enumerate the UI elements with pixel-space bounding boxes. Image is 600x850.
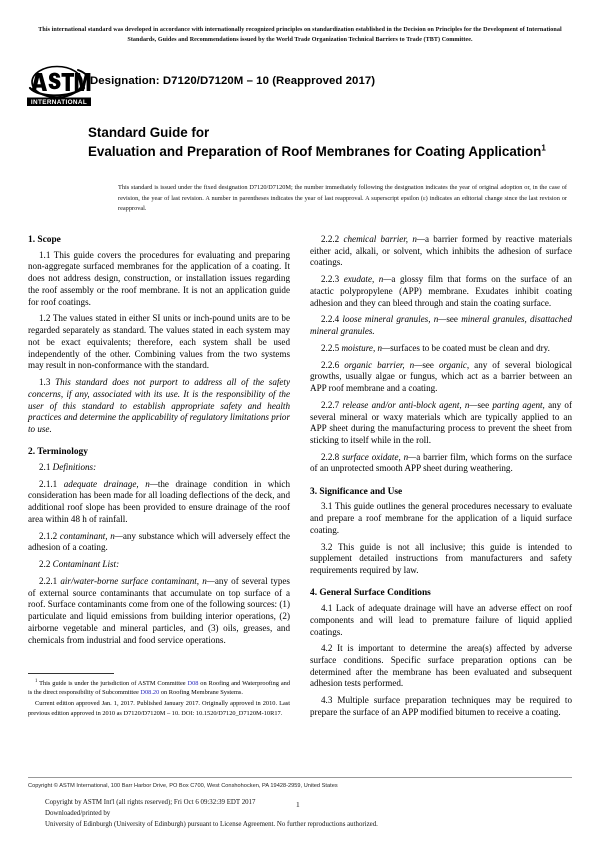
para-text: Lack of adequate drainage will have an adverse effect on roof components and will lead to premature failure of liquid applied coatings. [310, 603, 572, 637]
para-term: loose mineral granules, n— [342, 314, 447, 325]
para-text: any substance which will adversely effect the adhesion of a coating. [28, 530, 290, 553]
paragraph-3-2 [310, 542, 572, 577]
footer-divider [28, 777, 572, 778]
para-number: 2.1.1 [39, 478, 58, 489]
title-line-standard-guide-for: Standard Guide for [88, 125, 210, 140]
astm-international-logo [26, 64, 92, 108]
paragraph-2-1-1 [28, 479, 290, 526]
footnote-marker: 1 [35, 678, 38, 684]
para-number: 2.2.6 [321, 359, 340, 370]
para-text: This standard does not purport to address all of the safety concerns, if any, associated with its use. It is the responsibility of the user of this standard to establish appropriate safety and health practices and determine the applicability of regulatory limitations prior to use. [28, 377, 290, 434]
page-number: 1 [296, 800, 300, 809]
para-text: This guide is not all inclusive; this guide is intended to supplement detailed instructions from manufacturers and safety requirements required by law. [310, 541, 572, 576]
paragraph-2-2-5 [310, 343, 572, 355]
para-number: 2.2.2 [321, 234, 340, 244]
para-term: moisture, n— [341, 342, 391, 353]
right-column [310, 234, 572, 719]
para-number: 4.3 [321, 695, 333, 706]
para-number: 1.3 [39, 377, 51, 388]
para-number: 2.2.4 [321, 314, 340, 325]
paragraph-3-1 [310, 501, 572, 536]
footnote-block [28, 673, 290, 718]
para-text: The values stated in either SI units or inch-pound units are to be regarded separately as standard. The values stated in each system may not be exact equivalents; therefore, each system shall be used independently of the other. Combining values from the two systems may result in non-conformance with the standard. [28, 313, 290, 371]
designation-row [26, 64, 566, 110]
para-number: 2.2.1 [39, 575, 58, 586]
footnote-text-post: on Roofing Membrane Systems. [159, 688, 243, 696]
para-text: see organic, any of several biological growths, usually algae or fungus, which act as a barrier between an APP roof membrane and a coating. [310, 359, 572, 394]
para-text: the drainage condition in which consideration has been made for all loading deflections of the deck, and additional roof slope has been provided to ensure drainage of the roof area within 48 h of rainfall. [28, 478, 290, 524]
section-heading-significance-and-use: 3. Significance and Use [310, 486, 403, 497]
para-text: This guide outlines the general procedures necessary to evaluate and prepare a roof membrane for the application of a liquid surface coating. [310, 501, 573, 535]
para-term: contaminant, n— [59, 530, 123, 541]
paragraph-2-2 [28, 559, 290, 571]
svg-text:INTERNATIONAL: INTERNATIONAL [30, 99, 88, 106]
para-text: see mineral granules, disattached mineral granules. [310, 314, 572, 337]
section-heading-terminology: 2. Terminology [28, 447, 88, 458]
para-term: exudate, n— [343, 274, 392, 285]
paragraph-4-3 [310, 695, 572, 718]
paragraph-1-1 [28, 250, 290, 309]
para-number: 3.2 [321, 541, 333, 552]
para-term: surface oxidate, n— [342, 451, 417, 462]
footnote-edition-info: Current edition approved Jan. 1, 2017. Published January 2017. Originally approved in 2010. Last previous edition approved in 2010 as D7120/D7120M – 10. DOI: 10.1520/D7120_D7120M-10R17. [28, 700, 290, 717]
para-term: Contaminant List: [52, 559, 120, 570]
para-text: any of several types of external source contaminants that accumulate on top surface of a roof. Surface contaminants come from one of the following sources: (1) particulate and liquid emissions from building interior operations, (2) airborne vegetable and mineral particles, and (3) oils, greases, and chemicals from industrial and food service operations. [28, 575, 290, 645]
paragraph-1-3 [28, 377, 290, 436]
section-heading-scope: 1. Scope [28, 235, 61, 245]
footnote-divider [28, 673, 114, 674]
paragraph-2-2-3 [310, 274, 572, 309]
footnote-jurisdiction [28, 679, 290, 698]
standard-issue-note: This standard is issued under the fixed designation D7120/D7120M; the number immediately following the designation indicates the year of original adoption or, in the case of revision, the year of last revision. A number in parentheses indicates the year of last reapproval. A superscript epsilon (ε) indicates an editorial change since the last revision or reapproval. [118, 184, 567, 213]
para-text: see parting agent, any of several mineral or waxy materials which are typically applied to an APP sheet during the manufacturing process to prevent the sheet from sticking to itself while in the roll. [310, 399, 573, 446]
para-number: 2.2 [39, 559, 51, 570]
paragraph-2-1-2 [28, 531, 290, 554]
para-text: It is important to determine the area(s) affected by adverse surface conditions. Specific surface preparation options can be determined after the membrane has been evaluated and subsequent adhesion tests performed. [310, 643, 573, 689]
license-line-1: Copyright by ASTM Int'l (all rights reserved); Fri Oct 6 09:32:39 EDT 2017 [45, 799, 256, 806]
para-number: 2.2.7 [321, 399, 340, 410]
footnote-text-pre: This guide is under the jurisdiction of ASTM Committee [39, 679, 188, 687]
para-term: organic barrier, n— [344, 359, 423, 370]
footnote-text-mid: on Roofing and Waterproofing and is the direct responsibility of Subcommittee [28, 679, 290, 696]
paragraph-4-1 [310, 603, 572, 638]
para-text: a barrier film, which forms on the surface of an unprotected smooth APP sheet during weathering. [310, 451, 572, 474]
para-number: 2.1 [39, 461, 51, 472]
committee-link-d08[interactable]: D08 [187, 679, 199, 687]
paragraph-1-2 [28, 313, 290, 372]
para-text: a glossy film that forms on the surface of an atactic polypropylene (APP) membrane. Exudates inhibit coating adhesion and they can bleed through and stain the coating surface. [310, 274, 572, 308]
para-number: 2.1.2 [39, 530, 58, 541]
license-line-2: Downloaded/printed by [45, 810, 111, 818]
section-heading-general-surface-conditions: 4. General Surface Conditions [310, 588, 431, 599]
para-text: Multiple surface preparation techniques may be required to prepare the surface of an APP modified bitumen to receive a coating. [310, 695, 573, 717]
wto-notice: This international standard was developed in accordance with internationally recognized principles on standardization established in the Decision on Principles for the Development of International Standards, Guides and Recommendations issued by the World Trade Organization Technical Barriers to Trade (TBT) Committee. [38, 27, 562, 43]
paragraph-2-2-4 [310, 314, 572, 337]
license-block [45, 797, 545, 831]
copyright-notice: Copyright © ASTM International, 100 Barr Harbor Drive, PO Box C700, West Conshohocken, PA 19428-2959, United States [28, 783, 338, 789]
para-text: This guide covers the procedures for evaluating and preparing non-aggregate surfaced membranes for the application of a coating. It does not address design, construction, or installation issues regarding the roof assembly or the roof membrane. It is not an application guide for roof coatings. [28, 249, 291, 307]
paragraph-4-2 [310, 643, 572, 690]
para-term: release and/or anti-block agent, n— [342, 399, 478, 410]
para-number: 2.2.8 [321, 451, 340, 462]
title-main-text: Evaluation and Preparation of Roof Membranes for Coating Application [88, 144, 542, 160]
paragraph-2-2-2 [310, 234, 572, 269]
title-footnote-marker: 1 [541, 143, 546, 153]
para-number: 3.1 [321, 501, 333, 512]
paragraph-2-1 [28, 462, 290, 474]
para-text: a barrier formed by reactive materials either acid, alkali, or solvent, which inhibits the adhesion of surface coatings. [310, 234, 572, 268]
paragraph-2-2-6 [310, 360, 572, 395]
designation-text: Designation: D7120/D7120M – 10 (Reapproved 2017) [90, 75, 376, 87]
license-line-3: University of Edinburgh (University of Edinburgh) pursuant to License Agreement. No further reproductions authorized. [45, 821, 378, 829]
subcommittee-link-d0820[interactable]: D08.20 [140, 688, 160, 696]
para-number: 2.2.5 [321, 342, 340, 353]
para-term: adequate drainage, n— [63, 478, 158, 489]
paragraph-2-2-1 [28, 576, 290, 646]
para-term: chemical barrier, n— [343, 234, 425, 244]
title-line-main [88, 142, 566, 161]
para-term: Definitions: [52, 461, 97, 472]
para-text: surfaces to be coated must be clean and dry. [390, 342, 550, 353]
para-number: 1.2 [39, 313, 51, 324]
left-column [28, 234, 290, 646]
para-number: 4.2 [321, 643, 333, 654]
para-term: air/water-borne surface contaminant, n— [60, 575, 215, 586]
page-title [88, 123, 566, 161]
para-number: 2.2.3 [321, 274, 340, 285]
para-number: 1.1 [39, 249, 51, 260]
para-number: 4.1 [321, 603, 333, 614]
paragraph-2-2-7 [310, 400, 572, 447]
paragraph-2-2-8 [310, 452, 572, 475]
